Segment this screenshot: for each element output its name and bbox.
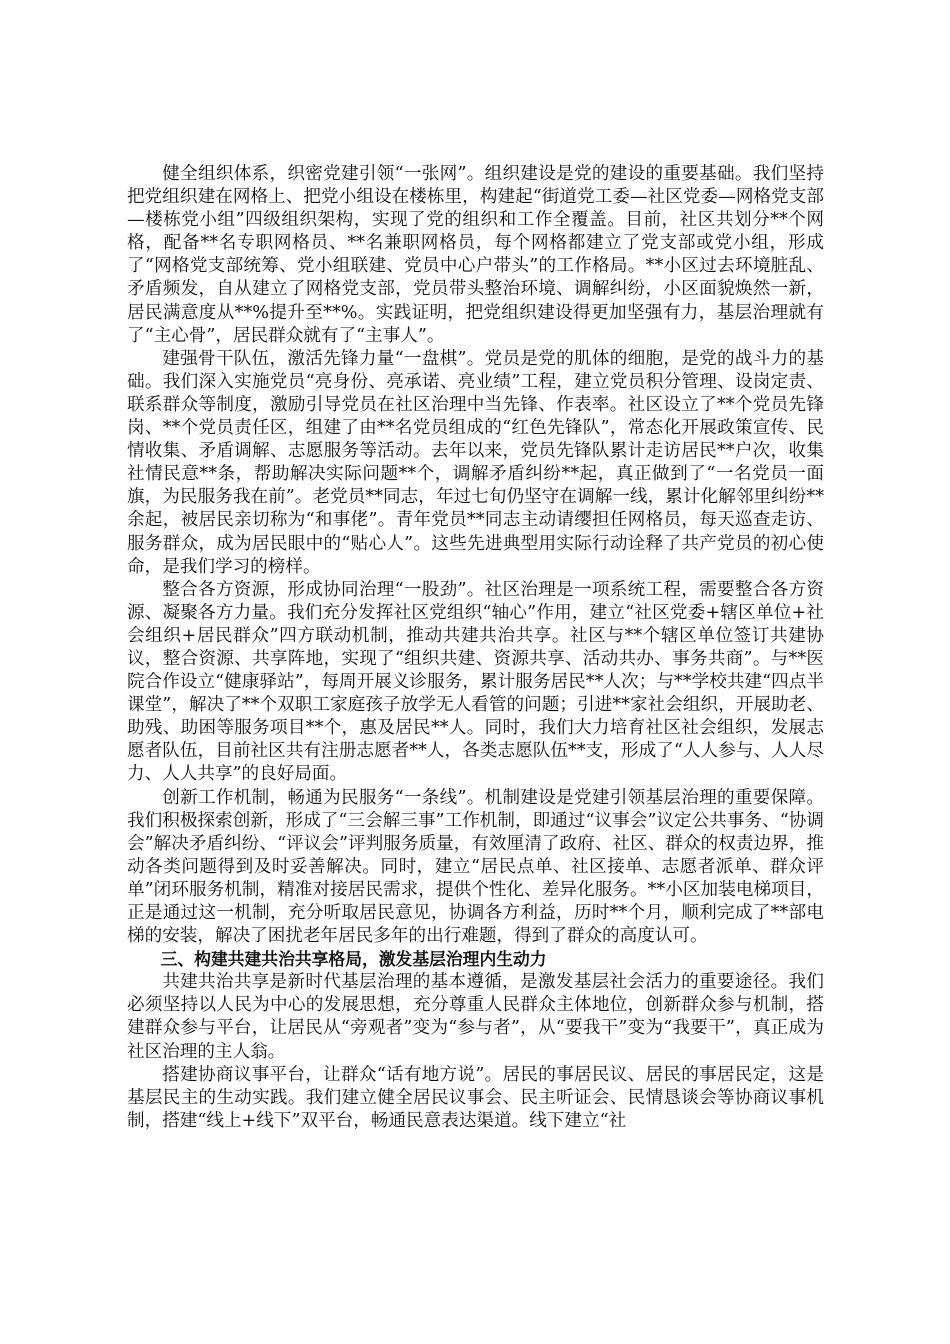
paragraph-organization-system: 健全组织体系，织密党建引领“一张网”。组织建设是党的建设的重要基础。我们坚持把党组织建在网格上、把党小组设在楼栋里，构建起“街道党工委—社区党委—网格党支部—楼栋党小组”四级组织架构，实现了党的组织和工作全覆盖。目前，社区共划分**个网格，配备**名专职网格员、**名兼职网格员，每个网格都建立了党支部或党小组，形成了“网格党支部统筹、党小组联建、党员中心户带头”的工作格局。**小区过去环境脏乱、矛盾频发，自从建立了网格党支部，党员带头整治环境、调解纠纷，小区面貌焕然一新，居民满意度从**%提升至**%。实践证明，把党组织建设得更加坚强有力，基层治理就有了“主心骨”，居民群众就有了“主事人”。: [127, 164, 824, 346]
paragraph-consultation-platform: 搭建协商议事平台，让群众“话有地方说”。居民的事居民议、居民的事居民定，这是基层民主的生动实践。我们建立健全居民议事会、民主听证会、民情恳谈会等协商议事机制，搭建“线上+线下”双平台，畅通民意表达渠道。线下建立“社: [127, 1064, 824, 1131]
paragraph-integrate-resources: 整合各方资源，形成协同治理“一股劲”。社区治理是一项系统工程，需要整合各方资源、凝聚各方力量。我们充分发挥社区党组织“轴心”作用，建立“社区党委+辖区单位+社会组织+居民群众”四方联动机制，推动共建共治共享。社区与**个辖区单位签订共建协议，整合资源、共享阵地，实现了“组织共建、资源共享、活动共办、事务共商”。与**医院合作设立“健康驿站”，每周开展义诊服务，累计服务居民**人次；与**学校共建“四点半课堂”，解决了**个双职工家庭孩子放学无人看管的问题；引进**家社会组织，开展助老、助残、助困等服务项目**个，惠及居民**人。同时，我们大力培育社区社会组织，发展志愿者队伍，目前社区共有注册志愿者**人，各类志愿队伍**支，形成了“人人参与、人人尽力、人人共享”的良好局面。: [127, 579, 824, 785]
paragraph-work-mechanism: 创新工作机制，畅通为民服务“一条线”。机制建设是党建引领基层治理的重要保障。我们积极探索创新，形成了“三会解三事”工作机制，即通过“议事会”议定公共事务、“协调会”解决矛盾纠纷、“评议会”评判服务质量，有效厘清了政府、社区、群众的权责边界，推动各类问题得到及时妥善解决。同时，建立“居民点单、社区接单、志愿者派单、群众评单”闭环服务机制，精准对接居民需求，提供个性化、差异化服务。**小区加装电梯项目，正是通过这一机制，充分听取居民意见，协调各方利益，历时**个月，顺利完成了**部电梯的安装，解决了困扰老年居民多年的出行难题，得到了群众的高度认可。: [127, 787, 824, 947]
section-heading: 三、构建共建共治共享格局，激发基层治理内生动力: [160, 949, 547, 970]
paragraph-co-governance: 共建共治共享是新时代基层治理的基本遵循，是激发基层社会活力的重要途径。我们必须坚持以人民为中心的发展思想，充分尊重人民群众主体地位，创新群众参与机制，搭建群众参与平台，让居民从“旁观者”变为“参与者”，从“要我干”变为“我要干”，真正成为社区治理的主人翁。: [127, 972, 824, 1062]
paragraph-backbone-team: 建强骨干队伍，激活先锋力量“一盘棋”。党员是党的肌体的细胞，是党的战斗力的基础。我们深入实施党员“亮身份、亮承诺、亮业绩”工程，建立党员积分管理、设岗定责、联系群众等制度，激励引导党员在社区治理中当先锋、作表率。社区设立了**个党员先锋岗、**个党员责任区，组建了由**名党员组成的“红色先锋队”，常态化开展政策宣传、民情收集、矛盾调解、志愿服务等活动。去年以来，党员先锋队累计走访居民**户次，收集社情民意**条，帮助解决实际问题**个，调解矛盾纠纷**起，真正做到了“一名党员一面旗，为民服务我在前”。老党员**同志，年过七旬仍坚守在调解一线，累计化解邻里纠纷**余起，被居民亲切称为“和事佬”。青年党员**同志主动请缨担任网格员，每天巡查走访、服务群众，成为居民眼中的“贴心人”。这些先进典型用实际行动诠释了共产党员的初心使命，是我们学习的榜样。: [127, 348, 824, 577]
document-page: [127, 163, 824, 1133]
